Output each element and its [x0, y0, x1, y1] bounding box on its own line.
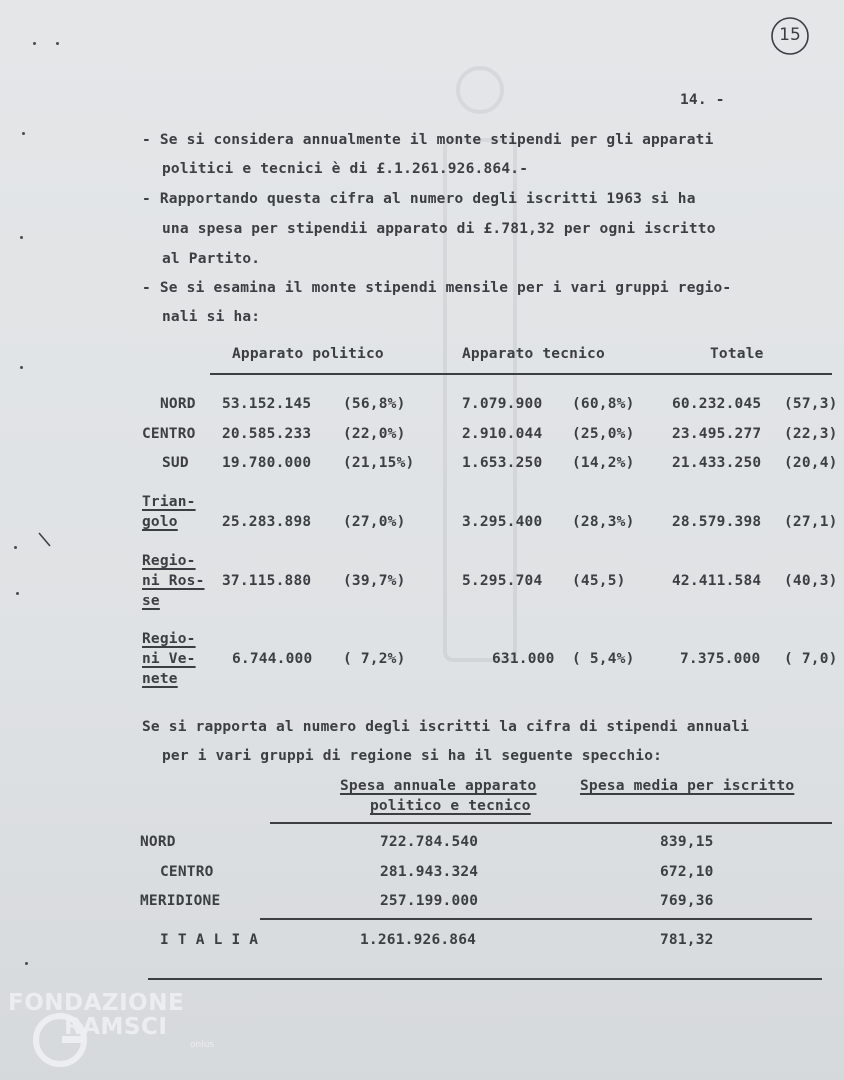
cell-totale: 28.579.398 [672, 514, 762, 530]
column-header-totale: Totale [710, 346, 764, 362]
cell-totale: 42.411.584 [672, 573, 762, 589]
paragraph-line: - Se si considera annualmente il monte stipendi per gli apparati [142, 132, 714, 148]
pen-mark [38, 532, 52, 548]
circled-page-number-text: 15 [779, 25, 801, 45]
column-header-tecnico: Apparato tecnico [462, 346, 605, 362]
row-label: CENTRO [160, 864, 214, 880]
margin-dot [33, 42, 36, 45]
cell-spesa: 257.199.000 [380, 893, 479, 909]
cell-politico: 6.744.000 [232, 651, 313, 667]
column-header-spesa: Spesa annuale apparato [340, 778, 537, 794]
row-label: ni Ros- [142, 573, 205, 589]
margin-dot [56, 42, 59, 45]
row-label: NORD [140, 834, 176, 850]
cell-politico: 19.780.000 [222, 455, 312, 471]
cell-totale: 60.232.045 [672, 396, 762, 412]
header-rule [270, 822, 832, 824]
cell-totale: 7.375.000 [680, 651, 761, 667]
cell-politico-pct: (56,8%) [343, 396, 406, 412]
paragraph-line: - Se si esamina il monte stipendi mensile per i vari gruppi regio- [142, 280, 732, 296]
row-label: Regio- [142, 631, 196, 647]
closing-rule [148, 978, 822, 980]
total-label: I T A L I A [160, 932, 259, 948]
total-spesa: 1.261.926.864 [360, 932, 477, 948]
cell-tecnico: 5.295.704 [462, 573, 543, 589]
circled-page-number [770, 16, 810, 56]
row-label: Regio- [142, 553, 196, 569]
column-header-politico: Apparato politico [232, 346, 384, 362]
cell-politico: 53.152.145 [222, 396, 312, 412]
cell-media: 769,36 [660, 893, 714, 909]
paragraph-line: politici e tecnici è di £.1.261.926.864.- [162, 161, 529, 177]
paragraph-line: nali si ha: [162, 309, 261, 325]
cell-spesa: 722.784.540 [380, 834, 479, 850]
cell-tecnico: 3.295.400 [462, 514, 543, 530]
cell-tecnico-pct: ( 5,4%) [572, 651, 635, 667]
cell-totale-pct: (40,3) [784, 573, 838, 589]
row-label: SUD [162, 455, 189, 471]
cell-politico-pct: (22,0%) [343, 426, 406, 442]
header-rule [210, 373, 832, 375]
cell-politico-pct: ( 7,2%) [343, 651, 406, 667]
cell-tecnico-pct: (25,0%) [572, 426, 635, 442]
cell-totale-pct: (57,3) [784, 396, 838, 412]
margin-dot [20, 366, 23, 369]
cell-politico: 37.115.880 [222, 573, 312, 589]
watermark-line-3: onlus [190, 1040, 215, 1050]
total-media: 781,32 [660, 932, 714, 948]
cell-tecnico-pct: (14,2%) [572, 455, 635, 471]
cell-tecnico-pct: (60,8%) [572, 396, 635, 412]
row-label: ni Ve- [142, 651, 196, 667]
cell-politico-pct: (39,7%) [343, 573, 406, 589]
total-rule [260, 918, 812, 920]
cell-politico-pct: (21,15%) [343, 455, 415, 471]
cell-totale-pct: (20,4) [784, 455, 838, 471]
paragraph-line: una spesa per stipendii apparato di £.781,32 per ogni iscritto [162, 221, 716, 237]
cell-media: 672,10 [660, 864, 714, 880]
margin-dot [14, 546, 17, 549]
paragraph-line: per i vari gruppi di regione si ha il seguente specchio: [162, 748, 663, 764]
row-label: Trian- [142, 494, 196, 510]
cell-tecnico: 7.079.900 [462, 396, 543, 412]
paragraph-line: al Partito. [162, 251, 261, 267]
row-label: MERIDIONE [140, 893, 221, 909]
column-header-media: Spesa media per iscritto [580, 778, 795, 794]
paragraph-line: - Rapportando questa cifra al numero degli iscritti 1963 si ha [142, 191, 696, 207]
cell-tecnico: 631.000 [492, 651, 555, 667]
row-label: golo [142, 514, 178, 530]
row-label: se [142, 593, 160, 609]
watermark-line-1: FONDAZIONE [8, 990, 185, 1016]
cell-totale: 21.433.250 [672, 455, 762, 471]
paragraph-line: Se si rapporta al numero degli iscritti la cifra di stipendi annuali [142, 719, 750, 735]
margin-dot [22, 132, 25, 135]
cell-totale-pct: (22,3) [784, 426, 838, 442]
cell-politico: 20.585.233 [222, 426, 312, 442]
row-label: nete [142, 671, 178, 687]
cell-politico-pct: (27,0%) [343, 514, 406, 530]
cell-tecnico-pct: (28,3%) [572, 514, 635, 530]
column-header-spesa: politico e tecnico [370, 798, 531, 814]
margin-dot [16, 592, 19, 595]
margin-dot [20, 236, 23, 239]
cell-tecnico: 2.910.044 [462, 426, 543, 442]
cell-politico: 25.283.898 [222, 514, 312, 530]
cell-tecnico: 1.653.250 [462, 455, 543, 471]
cell-tecnico-pct: (45,5) [572, 573, 626, 589]
row-label: NORD [160, 396, 196, 412]
cell-totale-pct: (27,1) [784, 514, 838, 530]
page-number: 14. - [680, 92, 725, 108]
cell-spesa: 281.943.324 [380, 864, 479, 880]
margin-dot [25, 962, 28, 965]
row-label: CENTRO [142, 426, 196, 442]
cell-totale: 23.495.277 [672, 426, 762, 442]
cell-media: 839,15 [660, 834, 714, 850]
watermark-line-2: RAMSCI [64, 1014, 168, 1040]
cell-totale-pct: ( 7,0) [784, 651, 838, 667]
